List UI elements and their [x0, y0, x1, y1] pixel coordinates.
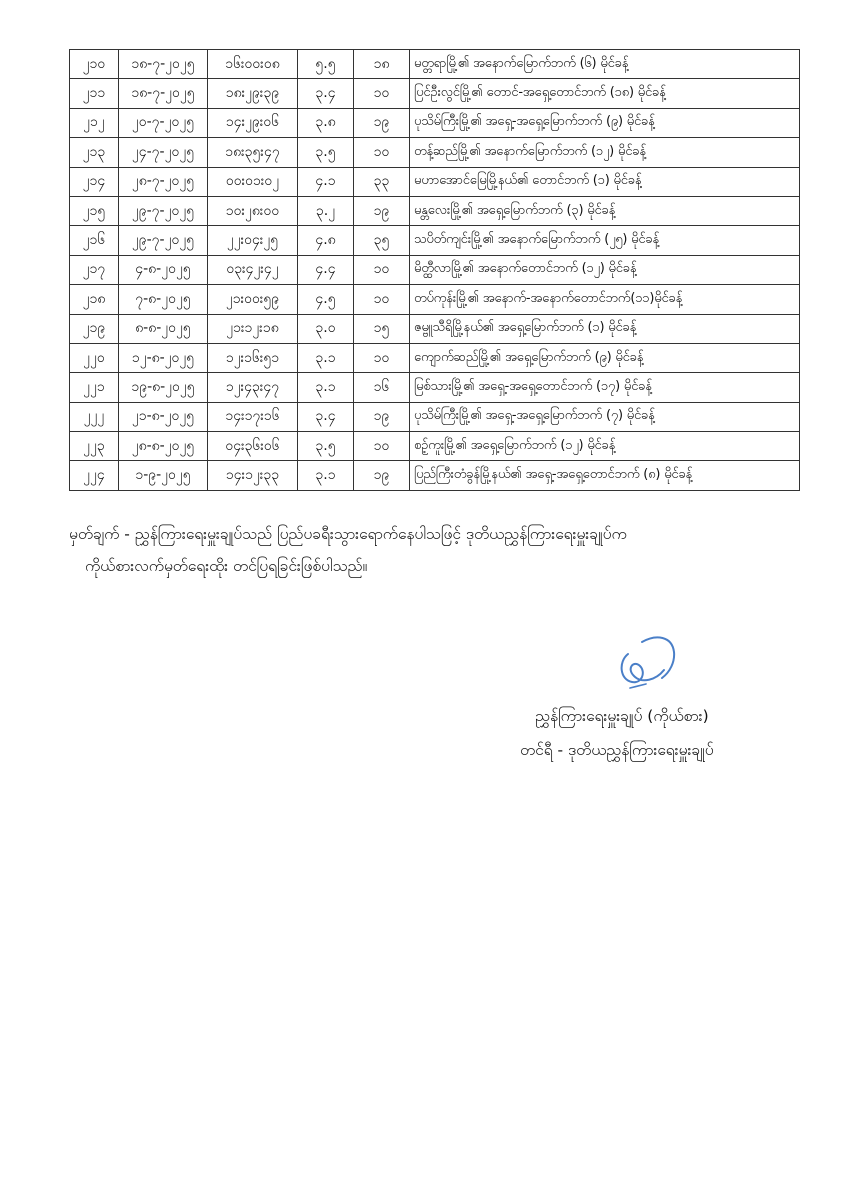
row-date: ၂၉-၇-၂၀၂၅ — [119, 226, 208, 255]
table-row — [70, 226, 800, 255]
table-row — [70, 79, 800, 108]
row-number: ၂၁၀ — [70, 50, 119, 79]
row-location: မြစ်သားမြို့၏ အရှေ့-အရှေ့တောင်ဘက် (၁၇) မိုင်ခန့် — [410, 373, 800, 402]
row-date: ၂၀-၇-၂၀၂၅ — [119, 108, 208, 137]
row-location: မတ္တရာမြို့၏ အနောက်မြောက်ဘက် (၆) မိုင်ခန့် — [410, 50, 800, 79]
row-location: ပြင်ဦးလွင်မြို့၏ တောင်-အရှေ့တောင်ဘက် (၁၈) မိုင်ခန့် — [410, 79, 800, 108]
row-location: တပ်ကုန်းမြို့၏ အနောက်-အနောက်တောင်ဘက်(၁၁)မိုင်ခန့် — [410, 285, 800, 314]
signatory-name: တင်ရီ - ဒုတိယညွှန်ကြားရေးမှူးချုပ် — [520, 741, 714, 759]
row-depth: ၃၃ — [354, 167, 410, 196]
row-number: ၂၁၆ — [70, 226, 119, 255]
row-number: ၂၁၁ — [70, 79, 119, 108]
row-depth: ၁၀ — [354, 285, 410, 314]
row-time: ၂၁း၀၀း၅၉ — [208, 285, 298, 314]
row-number: ၂၁၈ — [70, 285, 119, 314]
row-time: ၁၂း၄၃း၄၇ — [208, 373, 298, 402]
row-depth: ၃၅ — [354, 226, 410, 255]
row-depth: ၁၆ — [354, 373, 410, 402]
row-magnitude: ၃.၈ — [298, 108, 354, 137]
row-location: ပုသိမ်ကြီးမြို့၏ အရှေ့-အရှေ့မြောက်ဘက် (၉) မိုင်ခန့် — [410, 108, 800, 137]
row-location: ပုသိမ်ကြီးမြို့၏ အရှေ့-အရှေ့မြောက်ဘက် (၇) မိုင်ခန့် — [410, 402, 800, 431]
row-time: ၁၆း၀၀း၀၈ — [208, 50, 298, 79]
table-row — [70, 285, 800, 314]
row-magnitude: ၅.၅ — [298, 50, 354, 79]
row-date: ၂၈-၈-၂၀၂၅ — [119, 432, 208, 461]
row-date: ၈-၈-၂၀၂၅ — [119, 314, 208, 343]
table-row — [70, 196, 800, 225]
row-depth: ၁၅ — [354, 314, 410, 343]
row-magnitude: ၃.၅ — [298, 432, 354, 461]
row-number: ၂၁၅ — [70, 196, 119, 225]
row-date: ၄-၈-၂၀၂၅ — [119, 255, 208, 284]
row-number: ၂၂၃ — [70, 432, 119, 461]
row-number: ၂၂၁ — [70, 373, 119, 402]
row-time: ၁၀း၂၈း၀၀ — [208, 196, 298, 225]
row-depth: ၁၉ — [354, 402, 410, 431]
table-row — [70, 343, 800, 372]
row-depth: ၁၀ — [354, 138, 410, 167]
row-time: ၁၂း၁၆း၅၁ — [208, 343, 298, 372]
row-depth: ၁၀ — [354, 255, 410, 284]
row-date: ၁၉-၈-၂၀၂၅ — [119, 373, 208, 402]
row-date: ၁၂-၈-၂၀၂၅ — [119, 343, 208, 372]
row-magnitude: ၃.၁ — [298, 343, 354, 372]
table-row — [70, 432, 800, 461]
row-location: တန့်ဆည်မြို့၏ အနောက်မြောက်ဘက် (၁၂) မိုင်ခန့် — [410, 138, 800, 167]
note-paragraph — [69, 518, 809, 582]
table-row — [70, 314, 800, 343]
row-location: မန္တလေးမြို့၏ အရှေ့မြောက်ဘက် (၃) မိုင်ခန့် — [410, 196, 800, 225]
row-location: မိတ္ထီလာမြို့၏ အနောက်တောင်ဘက် (၁၂) မိုင်ခန့် — [410, 255, 800, 284]
row-depth: ၁၈ — [354, 50, 410, 79]
row-location: ဇမ္ဗူသီရိမြို့နယ်၏ အရှေ့မြောက်ဘက် (၁) မိုင်ခန့် — [410, 314, 800, 343]
row-number: ၂၁၄ — [70, 167, 119, 196]
table-row — [70, 167, 800, 196]
handwritten-signature — [612, 628, 682, 700]
row-date: ၂၄-၇-၂၀၂၅ — [119, 138, 208, 167]
row-date: ၇-၈-၂၀၂၅ — [119, 285, 208, 314]
row-location: စဉ့်ကူးမြို့၏ အရှေ့မြောက်ဘက် (၁၂) မိုင်ခန့် — [410, 432, 800, 461]
row-magnitude: ၄.၅ — [298, 285, 354, 314]
table-row — [70, 373, 800, 402]
row-number: ၂၁၉ — [70, 314, 119, 343]
row-time: ၀၃း၄၂း၄၂ — [208, 255, 298, 284]
row-time: ၁၈း၂၉း၃၉ — [208, 79, 298, 108]
row-magnitude: ၄.၄ — [298, 255, 354, 284]
table-row — [70, 108, 800, 137]
row-date: ၁၈-၇-၂၀၂၅ — [119, 50, 208, 79]
row-location: ပြည်ကြီးတံခွန်မြို့နယ်၏ အရှေ့-အရှေ့တောင်ဘက် (၈) မိုင်ခန့် — [410, 461, 800, 490]
row-date: ၁၈-၇-၂၀၂၅ — [119, 79, 208, 108]
table-row — [70, 461, 800, 490]
row-magnitude: ၃.၁ — [298, 461, 354, 490]
row-depth: ၁၉ — [354, 461, 410, 490]
row-location: ကျောက်ဆည်မြို့၏ အရှေ့မြောက်ဘက် (၉) မိုင်ခန့် — [410, 343, 800, 372]
row-time: ၁၄း၂၉း၀၆ — [208, 108, 298, 137]
row-date: ၂၉-၇-၂၀၂၅ — [119, 196, 208, 225]
row-number: ၂၁၂ — [70, 108, 119, 137]
row-depth: ၁၀ — [354, 79, 410, 108]
row-magnitude: ၃.၀ — [298, 314, 354, 343]
row-date: ၁-၉-၂၀၂၅ — [119, 461, 208, 490]
row-number: ၂၁၇ — [70, 255, 119, 284]
row-depth: ၁၀ — [354, 343, 410, 372]
table-row — [70, 138, 800, 167]
row-time: ၀၀း၀၁း၀၂ — [208, 167, 298, 196]
row-time: ၂၂း၀၄း၂၅ — [208, 226, 298, 255]
row-number: ၂၂၂ — [70, 402, 119, 431]
row-number: ၂၂၀ — [70, 343, 119, 372]
row-depth: ၁၉ — [354, 108, 410, 137]
earthquake-table — [69, 49, 800, 491]
row-time: ၁၄း၁၇း၁၆ — [208, 402, 298, 431]
table-row — [70, 255, 800, 284]
row-location: သပိတ်ကျင်းမြို့၏ အနောက်မြောက်ဘက် (၂၅) မိုင်ခန့် — [410, 226, 800, 255]
note-line-1: မှတ်ချက် - ညွှန်ကြားရေးမှူးချုပ်သည် ပြည်ပခရီးသွားရောက်နေပါသဖြင့် ဒုတိယညွှန်ကြားရေးမှူးချုပ်က — [69, 525, 627, 543]
row-date: ၂၁-၈-၂၀၂၅ — [119, 402, 208, 431]
row-magnitude: ၄.၈ — [298, 226, 354, 255]
row-date: ၂၈-၇-၂၀၂၅ — [119, 167, 208, 196]
table-row — [70, 402, 800, 431]
row-magnitude: ၃.၄ — [298, 79, 354, 108]
signatory-title: ညွှန်ကြားရေးမှူးချုပ် (ကိုယ်စား) — [535, 707, 709, 725]
row-magnitude: ၃.၅ — [298, 138, 354, 167]
row-location: မဟာအောင်မြေမြို့နယ်၏ တောင်ဘက် (၁) မိုင်ခန့် — [410, 167, 800, 196]
row-magnitude: ၃.၁ — [298, 373, 354, 402]
row-magnitude: ၃.၂ — [298, 196, 354, 225]
row-number: ၂၁၃ — [70, 138, 119, 167]
row-depth: ၁၀ — [354, 432, 410, 461]
earthquake-table-body — [70, 50, 800, 491]
row-magnitude: ၄.၁ — [298, 167, 354, 196]
row-time: ၂၁း၁၂း၁၈ — [208, 314, 298, 343]
row-depth: ၁၉ — [354, 196, 410, 225]
table-row — [70, 50, 800, 79]
note-line-2: ကိုယ်စားလက်မှတ်ရေးထိုး တင်ပြရခြင်းဖြစ်ပါသည်။ — [85, 557, 368, 575]
row-number: ၂၂၄ — [70, 461, 119, 490]
row-magnitude: ၃.၄ — [298, 402, 354, 431]
row-time: ၁၄း၁၂း၃၃ — [208, 461, 298, 490]
row-time: ၁၈း၃၅း၄၇ — [208, 138, 298, 167]
row-time: ၀၄း၃၆း၀၆ — [208, 432, 298, 461]
